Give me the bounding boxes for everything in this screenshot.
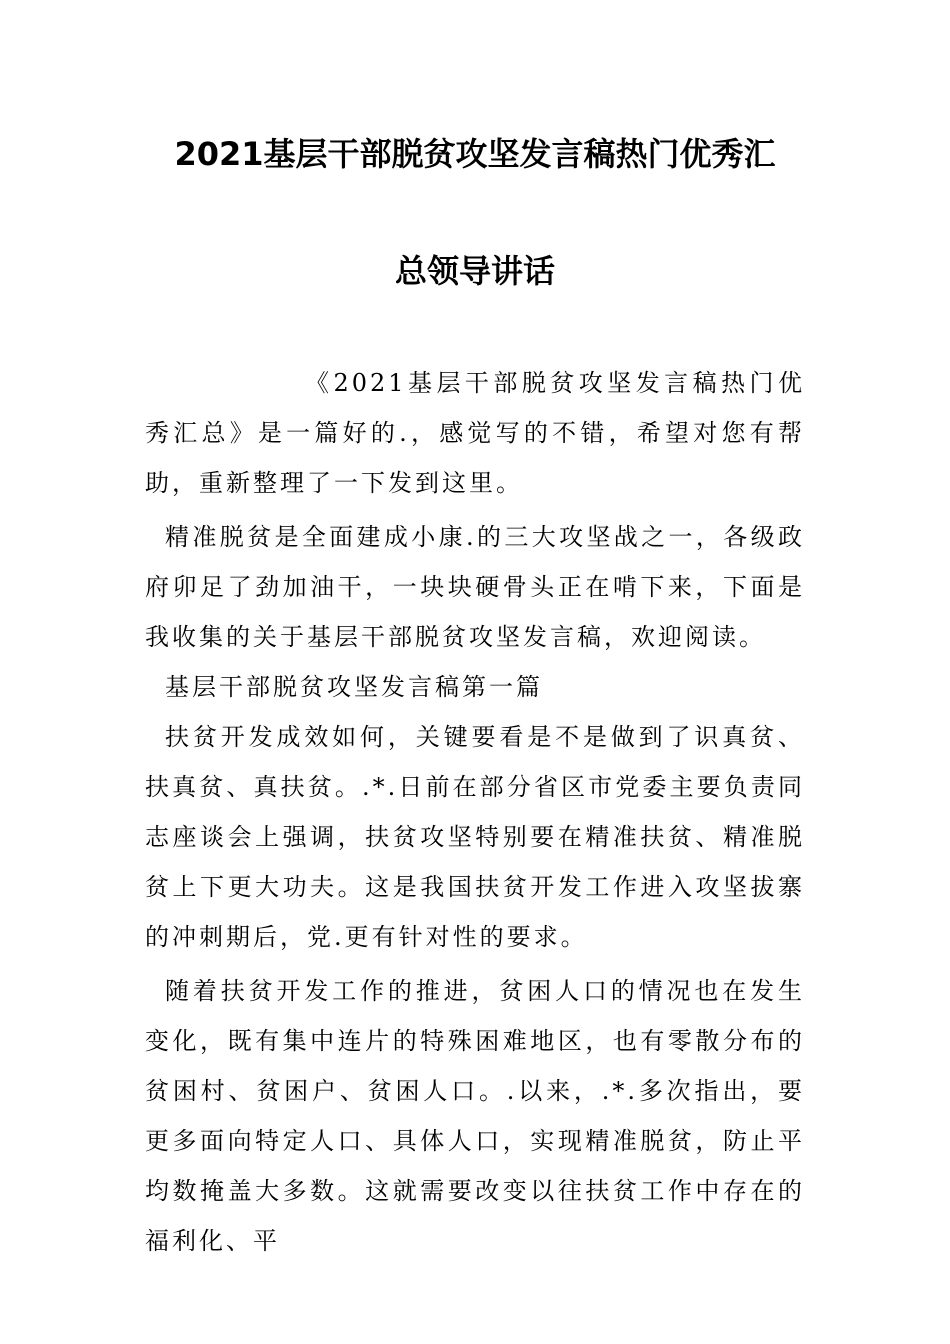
paragraph-intro: 《2021基层干部脱贫攻坚发言稿热门优秀汇总》是一篇好的.，感觉写的不错，希望对您有帮助，重新整理了一下发到这里。: [145, 369, 805, 497]
paragraph: 随着扶贫开发工作的推进，贫困人口的情况也在发生变化，既有集中连片的特殊困难地区，也有零散分布的贫困村、贫困户、贫困人口。.以来，.*.多次指出，要更多面向特定人口、具体人口，实现精准脱贫，防止平均数掩盖大多数。这就需要改变以往扶贫工作中存在的福利化、平: [145, 977, 805, 1255]
paragraph: 扶贫开发成效如何，关键要看是不是做到了识真贫、扶真贫、真扶贫。.*.日前在部分省区市党委主要负责同志座谈会上强调，扶贫攻坚特别要在精准扶贫、精准脱贫上下更大功夫。这是我国扶贫开发工作进入攻坚拔寨的冲刺期后，党.更有针对性的要求。: [145, 723, 805, 951]
paragraph: 精准脱贫是全面建成小康.的三大攻坚战之一，各级政府卯足了劲加油干，一块块硬骨头正在啃下来，下面是我收集的关于基层干部脱贫攻坚发言稿，欢迎阅读。: [145, 523, 805, 651]
section-heading: 基层干部脱贫攻坚发言稿第一篇: [165, 673, 543, 701]
document-body: [145, 358, 805, 1266]
document-title-line-2: 总领导讲话: [394, 252, 555, 290]
document-title-line-1: 2021基层干部脱贫攻坚发言稿热门优秀汇: [174, 135, 776, 173]
